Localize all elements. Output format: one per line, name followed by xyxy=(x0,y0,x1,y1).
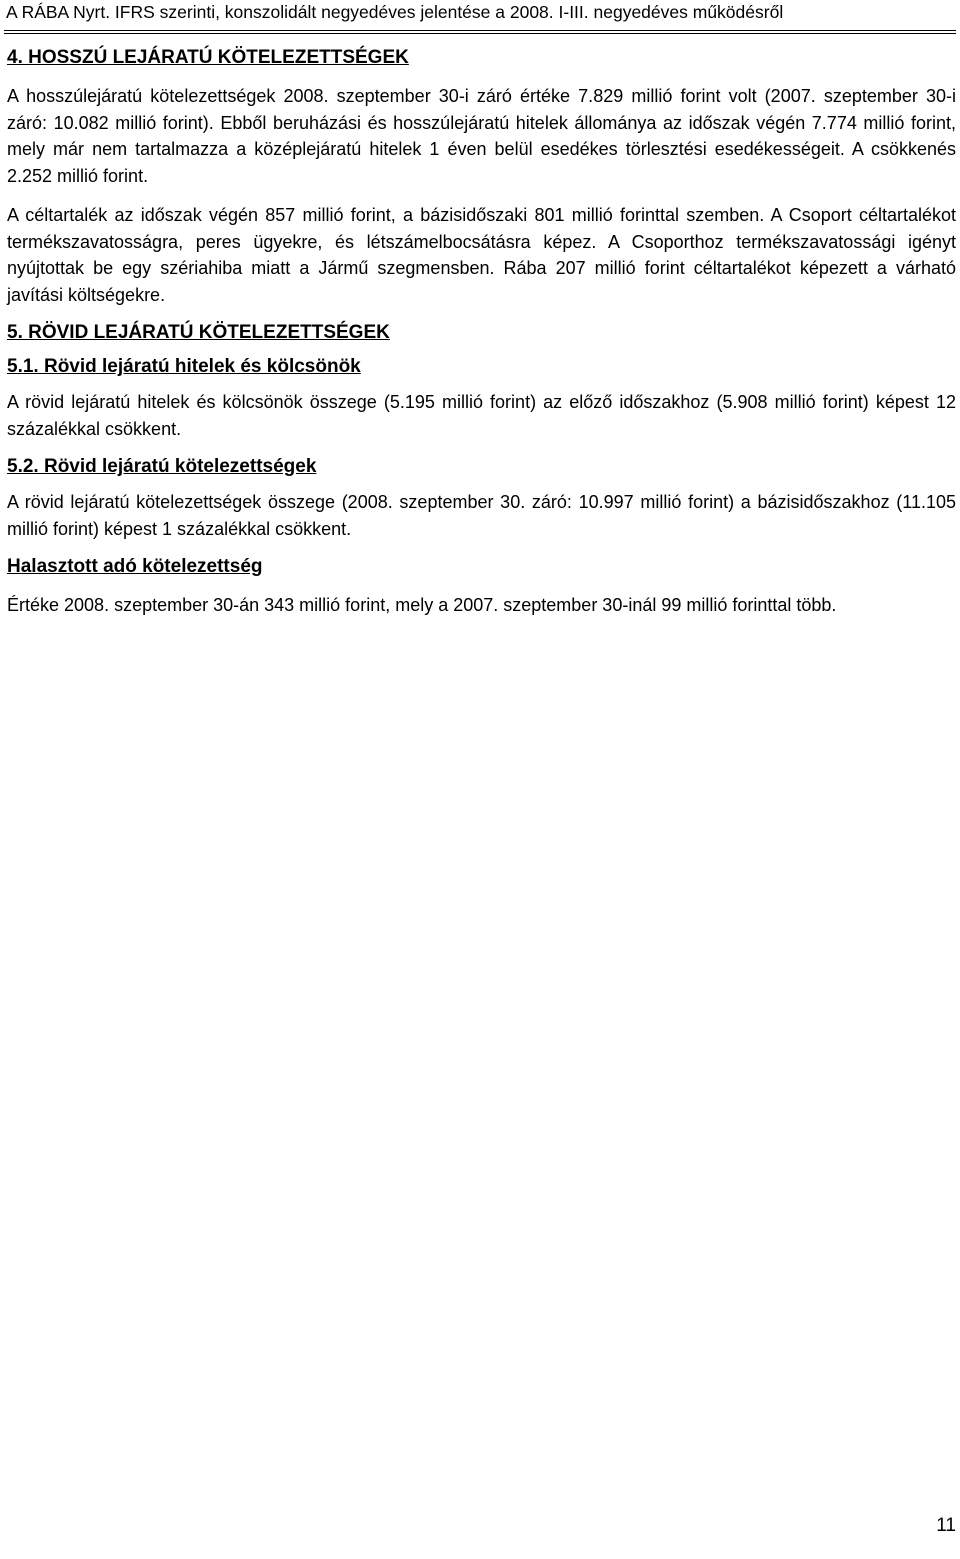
section-5-2-heading: 5.2. Rövid lejáratú kötelezettségek xyxy=(7,456,317,477)
document-body xyxy=(7,46,956,619)
page-number: 11 xyxy=(936,1515,956,1536)
section-5-heading: 5. RÖVID LEJÁRATÚ KÖTELEZETTSÉGEK xyxy=(7,322,390,343)
header-rule-bottom xyxy=(4,33,956,34)
section-5-2-paragraph: A rövid lejáratú kötelezettségek összege (2008. szeptember 30. záró: 10.997 millió forint) a bázisidőszakhoz (11.105 millió forint) képest 1 százalékkal csökkent. xyxy=(7,492,956,539)
section-4-heading: 4. HOSSZÚ LEJÁRATÚ KÖTELEZETTSÉGEK xyxy=(7,47,409,68)
section-4-paragraph-1: A hosszúlejáratú kötelezettségek 2008. szeptember 30-i záró értéke 7.829 millió forint volt (2007. szeptember 30-i záró: 10.082 millió forint). Ebből beruházási és hosszúlejáratú hitelek állománya az időszak végén 7.774 millió forint, mely már nem tartalmazza a középlejáratú hitelek 1 éven belül esedékes törlesztési esedékességeit. A csökkenés 2.252 millió forint. xyxy=(7,86,956,186)
deferred-tax-heading: Halasztott adó kötelezettség xyxy=(7,556,263,577)
deferred-tax-paragraph: Értéke 2008. szeptember 30-án 343 millió forint, mely a 2007. szeptember 30-inál 99 millió forinttal több. xyxy=(7,595,837,615)
section-5-1-heading: 5.1. Rövid lejáratú hitelek és kölcsönök xyxy=(7,356,361,377)
running-header: A RÁBA Nyrt. IFRS szerinti, konszolidált negyedéves jelentése a 2008. I-III. negyedéves működésről xyxy=(6,2,784,22)
header-rule-top xyxy=(4,30,956,31)
section-4-paragraph-2: A céltartalék az időszak végén 857 millió forint, a bázisidőszaki 801 millió forinttal szemben. A Csoport céltartalékot termékszavatosságra, peres ügyekre, és létszámelbocsátásra képez. A Csoporthoz termékszavatossági igényt nyújtottak be egy szériahiba miatt a Jármű szegmensben. Rába 207 millió forint céltartalékot képezett a várható javítási költségekre. xyxy=(7,205,956,305)
section-5-1-paragraph: A rövid lejáratú hitelek és kölcsönök összege (5.195 millió forint) az előző időszakhoz (5.908 millió forint) képest 12 százalékkal csökkent. xyxy=(7,392,956,439)
